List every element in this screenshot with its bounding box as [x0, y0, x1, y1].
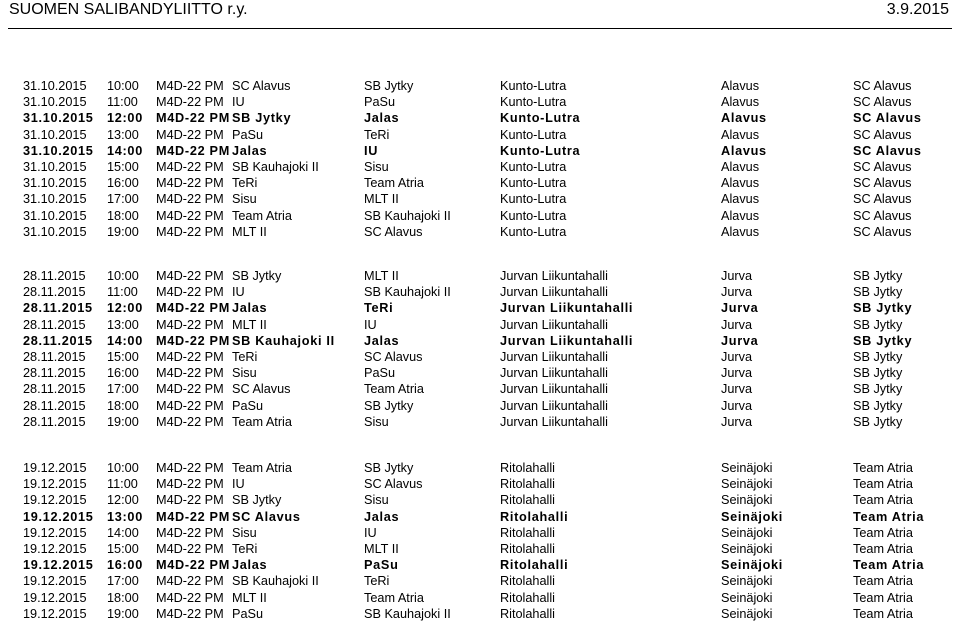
city: Jurva	[721, 269, 753, 283]
city: Alavus	[721, 159, 760, 174]
match-date: 19.12.2015	[23, 509, 94, 524]
document-date: 3.9.2015	[886, 1, 949, 18]
organizer: Team Atria	[853, 574, 913, 589]
home-team: Sisu	[232, 525, 257, 540]
home-team: Team Atria	[232, 414, 292, 429]
organizer: SC Alavus	[853, 127, 912, 142]
match-time: 14:00	[107, 143, 143, 158]
match-date: 28.11.2015	[23, 414, 86, 429]
organizer: SB Jytky	[853, 269, 903, 283]
match-time: 18:00	[107, 590, 139, 605]
organizer: SC Alavus	[853, 79, 912, 93]
match-series: M4D-22 PM	[156, 382, 224, 397]
match-time: 10:00	[107, 269, 139, 283]
match-row	[0, 300, 960, 316]
venue: Jurvan Liikuntahalli	[500, 398, 608, 413]
home-team: SB Kauhajoki II	[232, 159, 319, 174]
match-row	[0, 509, 960, 525]
match-time: 11:00	[107, 477, 138, 492]
match-row	[0, 557, 960, 573]
city: Jurva	[721, 317, 753, 332]
match-series: M4D-22 PM	[156, 493, 224, 508]
away-team: SC Alavus	[364, 477, 423, 492]
venue: Ritolahalli	[500, 590, 556, 605]
match-date: 19.12.2015	[23, 493, 87, 508]
venue: Jurvan Liikuntahalli	[500, 317, 608, 332]
match-date: 19.12.2015	[23, 574, 87, 589]
match-date: 28.11.2015	[23, 301, 93, 316]
away-team: Sisu	[364, 414, 389, 429]
organizer: SB Jytky	[853, 301, 913, 316]
home-team: Team Atria	[232, 461, 292, 475]
city: Jurva	[721, 414, 753, 429]
match-series: M4D-22 PM	[156, 95, 224, 110]
match-row	[0, 365, 960, 381]
organizer: SC Alavus	[853, 224, 912, 239]
match-series: M4D-22 PM	[156, 366, 224, 381]
home-team: TeRi	[232, 176, 258, 191]
city: Jurva	[721, 349, 753, 364]
home-team: IU	[232, 285, 245, 300]
organizer: SC Alavus	[853, 95, 912, 110]
away-team: SB Jytky	[364, 461, 414, 475]
match-date: 31.10.2015	[23, 159, 87, 174]
home-team: SB Jytky	[232, 111, 292, 126]
match-row	[0, 208, 960, 224]
city: Jurva	[721, 333, 759, 348]
schedule-section-alavus	[0, 78, 960, 240]
away-team: IU	[364, 525, 377, 540]
home-team: PaSu	[232, 127, 264, 142]
home-team: MLT II	[232, 590, 267, 605]
match-time: 17:00	[107, 574, 139, 589]
match-time: 18:00	[107, 208, 139, 223]
match-row	[0, 398, 960, 414]
match-time: 16:00	[107, 176, 139, 191]
match-row	[0, 127, 960, 143]
organizer: Team Atria	[853, 606, 913, 621]
city: Seinäjoki	[721, 541, 773, 556]
match-series: M4D-22 PM	[156, 398, 224, 413]
match-date: 31.10.2015	[23, 224, 87, 239]
organizer: SB Jytky	[853, 414, 903, 429]
home-team: IU	[232, 95, 245, 110]
match-series: M4D-22 PM	[156, 111, 230, 126]
city: Alavus	[721, 192, 760, 207]
venue: Jurvan Liikuntahalli	[500, 301, 634, 316]
home-team: SB Kauhajoki II	[232, 333, 335, 348]
match-time: 13:00	[107, 509, 143, 524]
match-row	[0, 159, 960, 175]
schedule-section-jurva	[0, 268, 960, 430]
match-series: M4D-22 PM	[156, 606, 224, 621]
match-date: 31.10.2015	[23, 111, 94, 126]
home-team: SB Jytky	[232, 269, 282, 283]
match-date: 19.12.2015	[23, 590, 87, 605]
home-team: SB Jytky	[232, 493, 282, 508]
organizer: Team Atria	[853, 525, 913, 540]
venue: Kunto-Lutra	[500, 111, 581, 126]
home-team: PaSu	[232, 606, 264, 621]
venue: Ritolahalli	[500, 525, 556, 540]
match-time: 19:00	[107, 414, 139, 429]
organizer: SC Alavus	[853, 176, 912, 191]
away-team: SB Kauhajoki II	[364, 208, 451, 223]
organizer: SB Jytky	[853, 317, 903, 332]
home-team: Sisu	[232, 192, 257, 207]
match-time: 19:00	[107, 606, 139, 621]
home-team: Sisu	[232, 366, 257, 381]
match-date: 19.12.2015	[23, 558, 94, 573]
match-series: M4D-22 PM	[156, 461, 224, 475]
city: Alavus	[721, 224, 760, 239]
away-team: IU	[364, 317, 377, 332]
match-series: M4D-22 PM	[156, 301, 230, 316]
away-team: IU	[364, 143, 379, 158]
match-series: M4D-22 PM	[156, 79, 224, 93]
away-team: SC Alavus	[364, 224, 423, 239]
match-series: M4D-22 PM	[156, 574, 224, 589]
city: Seinäjoki	[721, 558, 784, 573]
match-series: M4D-22 PM	[156, 127, 224, 142]
match-row	[0, 317, 960, 333]
away-team: Team Atria	[364, 382, 424, 397]
match-series: M4D-22 PM	[156, 285, 224, 300]
match-row	[0, 573, 960, 589]
match-time: 10:00	[107, 461, 139, 475]
organizer: SC Alavus	[853, 111, 922, 126]
match-time: 17:00	[107, 192, 139, 207]
city: Alavus	[721, 176, 760, 191]
home-team: SC Alavus	[232, 79, 291, 93]
match-row	[0, 349, 960, 365]
match-series: M4D-22 PM	[156, 541, 224, 556]
organizer: Team Atria	[853, 541, 913, 556]
match-row	[0, 381, 960, 397]
organizer: SC Alavus	[853, 143, 922, 158]
match-date: 31.10.2015	[23, 95, 87, 110]
venue: Ritolahalli	[500, 558, 569, 573]
match-row	[0, 110, 960, 126]
match-date: 31.10.2015	[23, 143, 94, 158]
venue: Ritolahalli	[500, 493, 556, 508]
match-date: 19.12.2015	[23, 477, 87, 492]
city: Jurva	[721, 285, 753, 300]
match-time: 10:00	[107, 79, 139, 93]
match-date: 31.10.2015	[23, 79, 87, 93]
city: Alavus	[721, 143, 767, 158]
venue: Kunto-Lutra	[500, 127, 567, 142]
match-series: M4D-22 PM	[156, 525, 224, 540]
organizer: Team Atria	[853, 493, 913, 508]
home-team: TeRi	[232, 349, 258, 364]
venue: Ritolahalli	[500, 574, 556, 589]
organizer: SB Jytky	[853, 285, 903, 300]
home-team: IU	[232, 477, 245, 492]
match-series: M4D-22 PM	[156, 558, 230, 573]
organizer: Team Atria	[853, 590, 913, 605]
match-series: M4D-22 PM	[156, 590, 224, 605]
home-team: SC Alavus	[232, 382, 291, 397]
venue: Jurvan Liikuntahalli	[500, 414, 608, 429]
match-row	[0, 492, 960, 508]
city: Alavus	[721, 95, 760, 110]
city: Seinäjoki	[721, 461, 773, 475]
away-team: Jalas	[364, 333, 400, 348]
match-date: 28.11.2015	[23, 382, 86, 397]
city: Jurva	[721, 301, 759, 316]
match-row	[0, 476, 960, 492]
venue: Jurvan Liikuntahalli	[500, 349, 608, 364]
city: Seinäjoki	[721, 574, 773, 589]
away-team: Jalas	[364, 509, 400, 524]
match-time: 16:00	[107, 558, 143, 573]
match-row	[0, 94, 960, 110]
match-time: 14:00	[107, 525, 139, 540]
match-date: 28.11.2015	[23, 269, 86, 283]
match-date: 28.11.2015	[23, 317, 86, 332]
city: Alavus	[721, 127, 760, 142]
match-series: M4D-22 PM	[156, 509, 230, 524]
venue: Kunto-Lutra	[500, 95, 567, 110]
match-row	[0, 224, 960, 240]
match-time: 11:00	[107, 95, 138, 110]
venue: Jurvan Liikuntahalli	[500, 269, 608, 283]
away-team: SB Kauhajoki II	[364, 606, 451, 621]
city: Jurva	[721, 382, 753, 397]
home-team: MLT II	[232, 224, 267, 239]
match-date: 19.12.2015	[23, 461, 87, 475]
match-time: 12:00	[107, 111, 143, 126]
away-team: PaSu	[364, 558, 399, 573]
venue: Ritolahalli	[500, 541, 556, 556]
organizer: Team Atria	[853, 558, 925, 573]
organizer: Team Atria	[853, 509, 925, 524]
match-row	[0, 284, 960, 300]
home-team: MLT II	[232, 317, 267, 332]
match-time: 12:00	[107, 301, 143, 316]
venue: Kunto-Lutra	[500, 176, 567, 191]
venue: Kunto-Lutra	[500, 143, 581, 158]
match-row	[0, 460, 960, 476]
match-row	[0, 333, 960, 349]
match-row	[0, 525, 960, 541]
match-row	[0, 191, 960, 207]
match-series: M4D-22 PM	[156, 192, 224, 207]
match-date: 31.10.2015	[23, 192, 87, 207]
city: Seinäjoki	[721, 509, 784, 524]
venue: Jurvan Liikuntahalli	[500, 333, 634, 348]
venue: Kunto-Lutra	[500, 192, 567, 207]
venue: Kunto-Lutra	[500, 159, 567, 174]
home-team: SB Kauhajoki II	[232, 574, 319, 589]
home-team: PaSu	[232, 398, 264, 413]
away-team: Team Atria	[364, 176, 424, 191]
match-series: M4D-22 PM	[156, 333, 230, 348]
organizer: SC Alavus	[853, 192, 912, 207]
away-team: TeRi	[364, 301, 394, 316]
match-series: M4D-22 PM	[156, 208, 224, 223]
organization-title: SUOMEN SALIBANDYLIITTO r.y.	[9, 1, 248, 18]
match-row	[0, 268, 960, 284]
match-time: 13:00	[107, 127, 139, 142]
city: Seinäjoki	[721, 493, 773, 508]
organizer: SB Jytky	[853, 382, 903, 397]
match-date: 19.12.2015	[23, 541, 87, 556]
city: Seinäjoki	[721, 606, 773, 621]
match-series: M4D-22 PM	[156, 269, 224, 283]
header-divider	[8, 28, 952, 29]
organizer: Team Atria	[853, 461, 913, 475]
city: Seinäjoki	[721, 590, 773, 605]
match-time: 15:00	[107, 541, 139, 556]
city: Alavus	[721, 79, 760, 93]
page-header	[0, 0, 960, 36]
match-date: 19.12.2015	[23, 525, 87, 540]
away-team: SB Kauhajoki II	[364, 285, 451, 300]
organizer: SB Jytky	[853, 349, 903, 364]
match-date: 28.11.2015	[23, 349, 86, 364]
match-date: 31.10.2015	[23, 208, 87, 223]
match-time: 17:00	[107, 382, 139, 397]
away-team: Sisu	[364, 493, 389, 508]
schedule-section-seinajoki	[0, 460, 960, 622]
home-team: Jalas	[232, 143, 268, 158]
match-time: 12:00	[107, 493, 139, 508]
city: Alavus	[721, 208, 760, 223]
match-time: 11:00	[107, 285, 138, 300]
venue: Ritolahalli	[500, 477, 556, 492]
city: Jurva	[721, 398, 753, 413]
organizer: Team Atria	[853, 477, 913, 492]
match-series: M4D-22 PM	[156, 477, 224, 492]
away-team: SB Jytky	[364, 398, 414, 413]
venue: Ritolahalli	[500, 509, 569, 524]
away-team: MLT II	[364, 541, 399, 556]
away-team: PaSu	[364, 366, 396, 381]
match-time: 14:00	[107, 333, 143, 348]
city: Jurva	[721, 366, 753, 381]
away-team: MLT II	[364, 192, 399, 207]
venue: Kunto-Lutra	[500, 224, 567, 239]
match-date: 28.11.2015	[23, 398, 86, 413]
match-row	[0, 175, 960, 191]
home-team: Jalas	[232, 301, 268, 316]
match-row	[0, 606, 960, 622]
match-date: 31.10.2015	[23, 127, 87, 142]
match-series: M4D-22 PM	[156, 224, 224, 239]
away-team: SB Jytky	[364, 79, 414, 93]
organizer: SB Jytky	[853, 333, 913, 348]
away-team: MLT II	[364, 269, 399, 283]
match-series: M4D-22 PM	[156, 317, 224, 332]
match-time: 18:00	[107, 398, 139, 413]
match-date: 28.11.2015	[23, 285, 86, 300]
organizer: SB Jytky	[853, 398, 903, 413]
match-row	[0, 143, 960, 159]
away-team: Sisu	[364, 159, 389, 174]
home-team: SC Alavus	[232, 509, 301, 524]
match-series: M4D-22 PM	[156, 349, 224, 364]
venue: Ritolahalli	[500, 606, 556, 621]
away-team: TeRi	[364, 574, 390, 589]
match-series: M4D-22 PM	[156, 176, 224, 191]
away-team: Jalas	[364, 111, 400, 126]
match-row	[0, 414, 960, 430]
away-team: PaSu	[364, 95, 396, 110]
venue: Kunto-Lutra	[500, 79, 567, 93]
city: Seinäjoki	[721, 525, 773, 540]
match-date: 28.11.2015	[23, 366, 86, 381]
match-series: M4D-22 PM	[156, 143, 230, 158]
away-team: SC Alavus	[364, 349, 423, 364]
venue: Kunto-Lutra	[500, 208, 567, 223]
organizer: SB Jytky	[853, 366, 903, 381]
home-team: TeRi	[232, 541, 258, 556]
match-time: 13:00	[107, 317, 139, 332]
match-date: 31.10.2015	[23, 176, 87, 191]
organizer: SC Alavus	[853, 159, 912, 174]
venue: Jurvan Liikuntahalli	[500, 285, 608, 300]
match-date: 28.11.2015	[23, 333, 93, 348]
organizer: SC Alavus	[853, 208, 912, 223]
home-team: Team Atria	[232, 208, 292, 223]
city: Seinäjoki	[721, 477, 773, 492]
match-date: 19.12.2015	[23, 606, 87, 621]
home-team: Jalas	[232, 558, 268, 573]
away-team: Team Atria	[364, 590, 424, 605]
city: Alavus	[721, 111, 767, 126]
venue: Jurvan Liikuntahalli	[500, 382, 608, 397]
match-row	[0, 78, 960, 94]
match-series: M4D-22 PM	[156, 159, 224, 174]
away-team: TeRi	[364, 127, 390, 142]
match-time: 16:00	[107, 366, 139, 381]
match-row	[0, 541, 960, 557]
match-time: 15:00	[107, 349, 139, 364]
venue: Jurvan Liikuntahalli	[500, 366, 608, 381]
venue: Ritolahalli	[500, 461, 556, 475]
match-time: 19:00	[107, 224, 139, 239]
match-series: M4D-22 PM	[156, 414, 224, 429]
match-row	[0, 590, 960, 606]
match-time: 15:00	[107, 159, 139, 174]
